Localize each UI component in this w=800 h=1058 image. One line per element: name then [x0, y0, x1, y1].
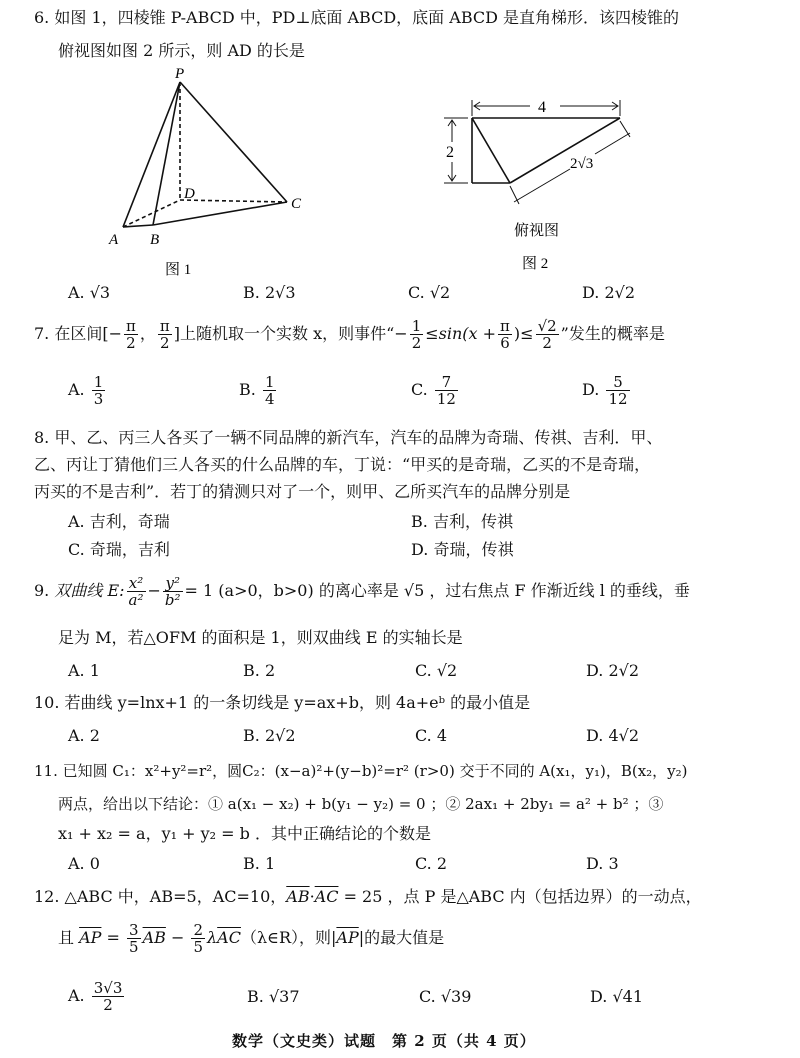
label-B: B [150, 232, 160, 248]
q9-option-b[interactable]: B. 2 [243, 661, 276, 680]
label-A: A [109, 232, 119, 248]
q11-line3: x₁ + x₂ = a，y₁ + y₂ = b ．其中正确结论的个数是 [58, 824, 431, 843]
q10-option-b[interactable]: B. 2√2 [243, 726, 296, 745]
q11-line2: 两点，给出以下结论：① a(x₁ − x₂) + b(y₁ − y₂) = 0 ；② 2ax₁ + 2by₁ = a² + b² ；③ [58, 795, 664, 813]
q7-option-c[interactable]: C. $\frac{7}{12}$ [411, 373, 456, 408]
label-P: P [175, 66, 185, 82]
figure-1-caption: 图 1 [165, 262, 192, 278]
q11-option-d[interactable]: D. 3 [586, 854, 619, 873]
q9-option-c[interactable]: C. √2 [415, 661, 458, 680]
dim-top: 4 [538, 99, 546, 116]
q12-option-b[interactable]: B. √37 [247, 987, 300, 1006]
q6-option-c[interactable]: C. √2 [408, 283, 451, 302]
q7-option-b[interactable]: B. $\frac{1}{4}$ [239, 373, 275, 408]
top-view-label: 俯视图 [514, 223, 560, 239]
figure-2-caption: 图 2 [522, 256, 549, 272]
q11-option-b[interactable]: B. 1 [243, 854, 276, 873]
q8-option-a[interactable]: A. 吉利，奇瑞 [68, 512, 170, 531]
q10-stem: 10. 若曲线 y=lnx+1 的一条切线是 y=ax+b，则 4a+eᵇ 的最小值是 [34, 693, 531, 712]
q11-line1: 11. 已知圆 C₁：x²+y²=r²，圆C₂：(x−a)²+(y−b)²=r² (r>0) 交于不同的 A(x₁，y₁)，B(x₂，y₂) [34, 762, 688, 780]
q8-option-d[interactable]: D. 奇瑞，传祺 [411, 540, 514, 559]
q12-option-c[interactable]: C. √39 [419, 987, 472, 1006]
q7-stem: 7. 在区间[− $\frac{\pi}{2}$ ， $\frac{\pi}{2}$ ]上随机取一个实数 x，则事件“− $\frac{1}{2}$ ≤sin(x + $\frac{\pi}{6}$ )≤ $\frac{√2}{2}$ ”发生的概率是 [34, 317, 665, 352]
dim-diag: 2√3 [570, 156, 594, 172]
figure-2-top-view [430, 90, 660, 280]
q10-option-a[interactable]: A. 2 [68, 726, 100, 745]
q8-line3: 丙买的不是吉利”．若丁的猜测只对了一个，则甲、乙所买汽车的品牌分别是 [34, 482, 571, 501]
q9-option-a[interactable]: A. 1 [68, 661, 100, 680]
q6-line2: 俯视图如图 2 所示，则 AD 的长是 [58, 41, 305, 60]
label-D: D [184, 186, 195, 202]
q12-line2: 且 $\overline{AP}$ = $\frac{3}{5}$ $\overline{AB}$ − $\frac{2}{5}$ $\lambda\overline{AC}(\lambda\in R)$，则$|\overline{AP}|$的最大值是 [58, 921, 445, 956]
label-C: C [291, 196, 302, 212]
q6-option-b[interactable]: B. 2√3 [243, 283, 296, 302]
q7-option-a[interactable]: A. $\frac{1}{3}$ [68, 373, 104, 408]
q6-option-a[interactable]: A. √3 [68, 283, 111, 302]
q11-option-a[interactable]: A. 0 [68, 854, 100, 873]
q9-option-d[interactable]: D. 2√2 [586, 661, 639, 680]
q6-line1: 6. 如图 1，四棱锥 P-ABCD 中，PD⊥底面 ABCD，底面 ABCD 是直角梯形．该四棱锥的 [34, 8, 680, 27]
q12-option-d[interactable]: D. √41 [590, 987, 643, 1006]
q8-line1: 8. 甲、乙、丙三人各买了一辆不同品牌的新汽车，汽车的品牌为奇瑞、传祺、吉利．甲、 [34, 428, 663, 447]
q9-line2: 足为 M，若△OFM 的面积是 1，则双曲线 E 的实轴长是 [58, 628, 463, 647]
q10-option-c[interactable]: C. 4 [415, 726, 448, 745]
q12-option-a[interactable]: A. $\frac{3√3}{2}$ [68, 979, 123, 1014]
q8-option-b[interactable]: B. 吉利，传祺 [411, 512, 513, 531]
q11-option-c[interactable]: C. 2 [415, 854, 448, 873]
q8-option-c[interactable]: C. 奇瑞，吉利 [68, 540, 170, 559]
q6-option-d[interactable]: D. 2√2 [582, 283, 635, 302]
q10-option-d[interactable]: D. 4√2 [586, 726, 639, 745]
dim-left: 2 [446, 144, 454, 161]
q9-line1: 9. 双曲线 E: $\frac{\text{x²}}{\text{a²}}$ − $\frac{\text{y²}}{\text{b²}}$ = 1 (a>0，b>0) 的离心率是 √5 ，过右焦点 F 作渐近线 l 的垂线，垂 [34, 574, 690, 609]
q12-line1: 12. △ABC 中，AB=5，AC=10，$\overline{AB}\cdot\overline{AC} = 25$ ，点 P 是△ABC 内（包括边界）的一动点， [34, 887, 702, 906]
q7-option-d[interactable]: D. $\frac{5}{12}$ [582, 373, 628, 408]
figure-1-pyramid [95, 62, 325, 282]
q8-line2: 乙、丙让丁猜他们三人各买的什么品牌的车，丁说：“甲买的是奇瑞，乙买的不是奇瑞， [34, 455, 651, 474]
page-footer: 数学（文史类）试题 第 2 页（共 4 页） [232, 1032, 536, 1050]
